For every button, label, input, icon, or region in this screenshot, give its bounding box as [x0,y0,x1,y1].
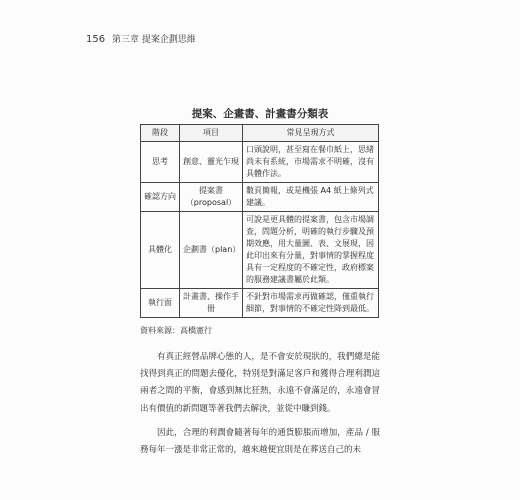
item-cell: 企劃書（plan） [180,212,243,289]
item-cell: 創意、靈光乍現 [180,142,243,183]
running-header [86,32,196,45]
format-cell: 數頁簡報，或是機張 A4 紙上條列式建議。 [243,183,379,212]
format-cell: 不針對市場需求再做確認，僅重執行細節，對事情的不確定性降到最低。 [243,289,379,318]
column-header-stage: 階段 [141,125,180,142]
table-row [141,289,379,318]
table-row [141,142,379,183]
column-header-format: 常見呈現方式 [243,125,379,142]
stage-cell: 思考 [141,142,180,183]
table-row [141,212,379,289]
format-cell: 可說是更具體的提案書，包含市場調查，問題分析，明確的執行步驟及預期效應，用大量圖、表、文展現，因此印出來有分量，對事情的掌握程度具有一定程度的不確定性，政府標案的服務建議書屬於此類。 [243,212,379,289]
chapter-title: 第三章 提案企劃思維 [111,35,196,45]
column-header-item: 項目 [180,125,243,142]
stage-cell: 具體化 [141,212,180,289]
item-cell: 計畫書、操作手冊 [180,289,243,318]
stage-cell: 確認方向 [141,183,180,212]
table-row [141,183,379,212]
stage-cell: 執行面 [141,289,180,318]
item-cell: 提案書（proposal） [180,183,243,212]
classification-table [140,124,379,318]
body-paragraph: 有真正經營品牌心態的人，是不會安於現狀的，我們總是能找得到真正的問題去優化，特別是對滿足客戶和獲得合理利潤這兩者之間的平衡，會感到無比狂熱，永遠不會滿足的，永遠會冒出有價值的新問題等著我們去解決，並從中賺到錢。 [140,351,380,414]
source-note: 資料來源：高橋憲行 [140,326,212,335]
table-title: 提案、企畫書、計畫書分類表 [191,108,329,120]
table-header-row [141,125,379,142]
body-paragraph: 因此，合理的利潤會隨著每年的通貨膨脹而增加，產品 / 服務每年一漲是非常正常的，越來越便宜則是在葬送自己的未 [140,427,380,455]
format-cell: 口頭說明，甚至寫在餐巾紙上，思緒尚未有系統，市場需求不明確，沒有具體作法。 [243,142,379,183]
page-number: 156 [86,34,106,45]
